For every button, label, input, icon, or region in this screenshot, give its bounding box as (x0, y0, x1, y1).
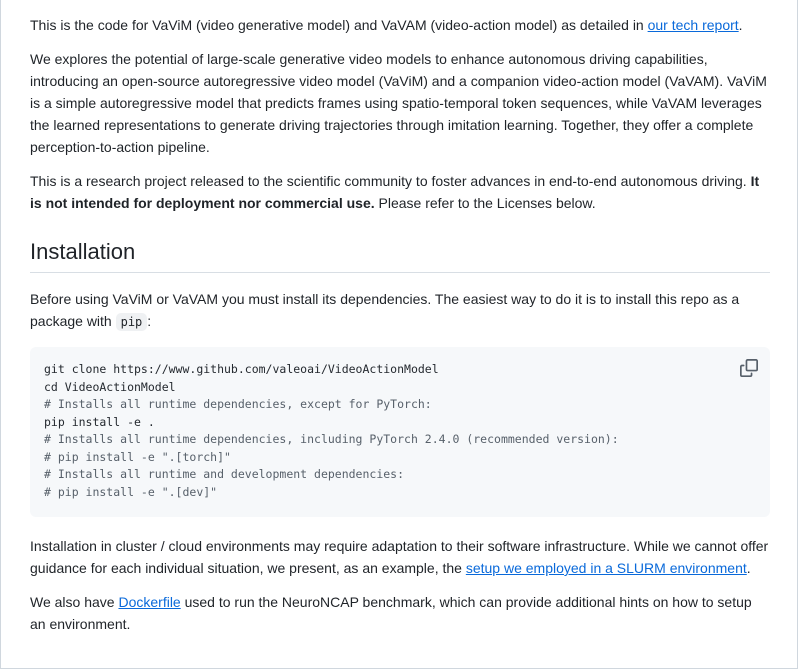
installation-heading: Installation (30, 238, 770, 273)
code-line: cd VideoActionModel (44, 379, 176, 394)
readme-content (30, 14, 770, 635)
code-line: # pip install -e ".[dev]" (44, 484, 218, 499)
install-intro-paragraph (30, 288, 770, 333)
cluster-text: Installation in cluster / cloud environments may require adaptation to their software infrastructure. While we cannot offer guidance for each individual situation, we present, as an example, the (30, 538, 769, 576)
not-for-deployment-notice: It is not intended for deployment nor commercial use. (30, 173, 760, 211)
copy-icon[interactable] (740, 359, 758, 377)
cluster-paragraph (30, 535, 770, 579)
pip-inline-code: pip (116, 313, 148, 331)
docker-text-pre: We also have (30, 594, 119, 610)
intro-paragraph-2: We explores the potential of large-scale generative video models to enhance autonomous driving capabilities, introducing an open-source autoregressive video model (VaViM) and a companion video-action model (VaVAM). VaViM is a simple autoregressive model that predicts frames using spatio-temporal token sequences, while VaVAM leverages the learned representations to generate driving trajectories through imitation learning. Together, they offer a complete perception-to-action pipeline. (30, 51, 767, 155)
intro-paragraph-1 (30, 14, 770, 36)
tech-report-link[interactable]: our tech report (647, 17, 739, 33)
code-line: pip install -e . (44, 414, 155, 429)
code-line: # Installs all runtime and development dependencies: (44, 467, 405, 481)
install-intro-text: Before using VaViM or VaVAM you must install its dependencies. The easiest way to do it is to install this repo as a package with (30, 291, 740, 329)
intro-period: . (738, 17, 743, 33)
code-line: # Installs all runtime dependencies, except for PyTorch: (44, 397, 432, 411)
slurm-setup-link[interactable]: setup we employed in a SLURM environment (465, 560, 747, 576)
intro-paragraph-3 (30, 170, 770, 214)
code-content (44, 361, 756, 501)
code-line: git clone https://www.github.com/valeoai/VideoActionModel (44, 362, 439, 376)
cluster-period: . (746, 560, 751, 576)
intro-text: This is the code for VaViM (video generative model) and VaVAM (video-action model) as detailed in (30, 17, 648, 33)
docker-paragraph (30, 591, 770, 635)
dockerfile-link[interactable]: Dockerfile (118, 594, 181, 610)
research-text: This is a research project released to the scientific community to foster advances in end-to-end autonomous driving. (30, 173, 751, 189)
licenses-text: Please refer to the Licenses below. (374, 195, 596, 211)
code-line: # pip install -e ".[torch]" (44, 449, 231, 464)
code-line: # Installs all runtime dependencies, including PyTorch 2.4.0 (recommended version): (44, 432, 619, 446)
install-code-block (30, 347, 770, 517)
docker-text-post: used to run the NeuroNCAP benchmark, which can provide additional hints on how to setup an environment. (30, 594, 752, 632)
install-intro-colon: : (147, 313, 152, 329)
